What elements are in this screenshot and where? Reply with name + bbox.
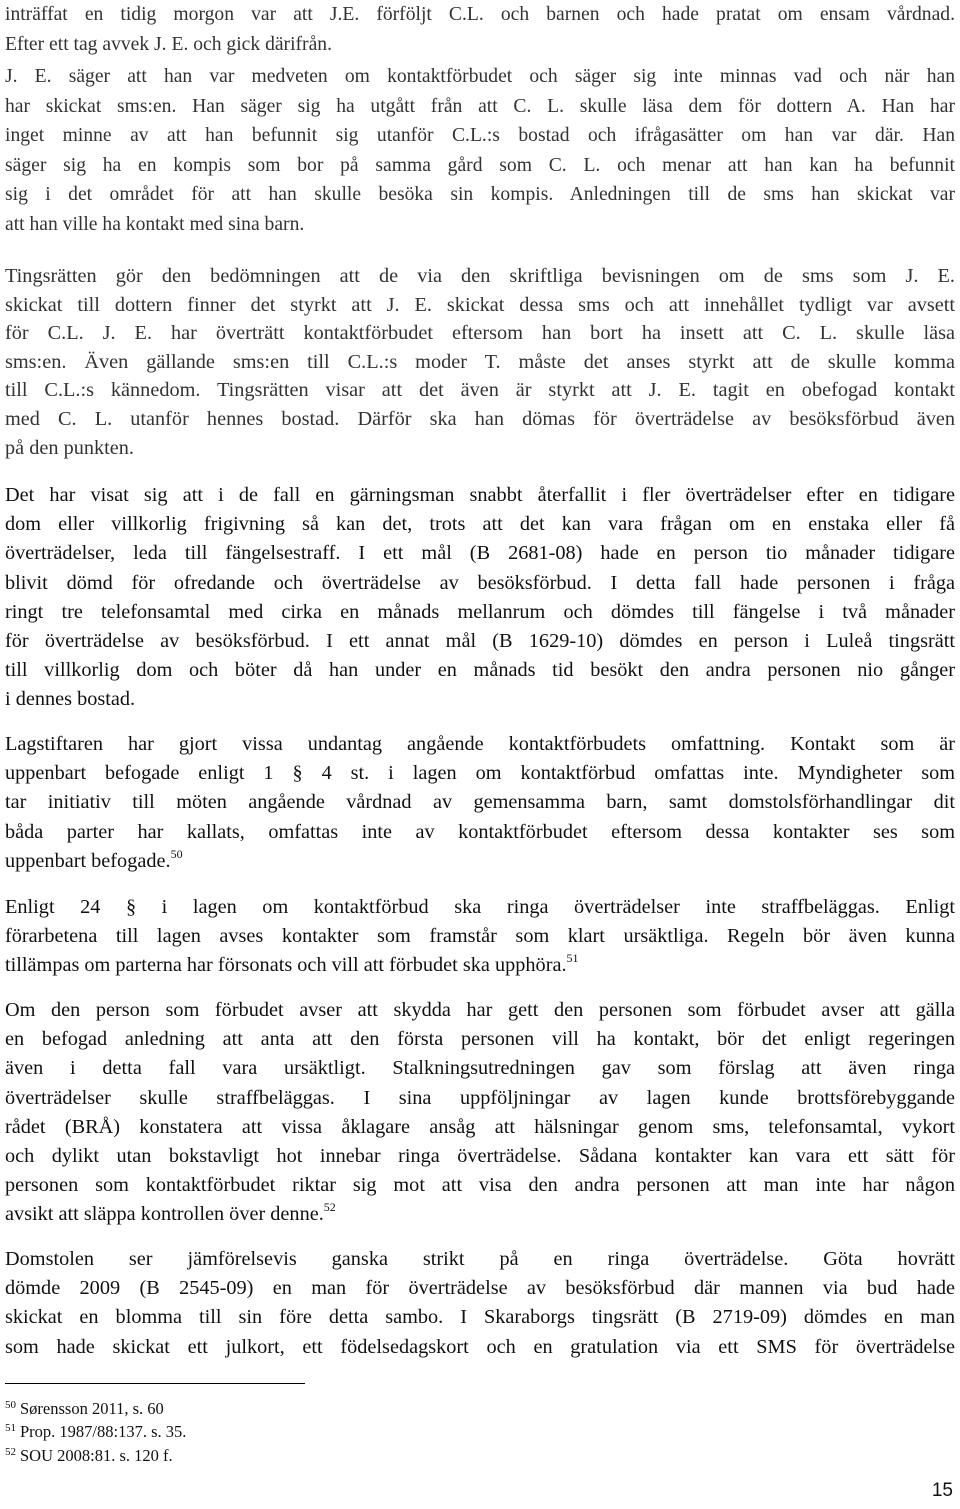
- text-line: till villkorlig dom och böter då han under en månads tid besökt den andra personen nio gånger: [5, 659, 955, 682]
- paragraph-1: [5, 0, 955, 59]
- text-line: ringt tre telefonsamtal med cirka en månads mellanrum och dömdes till fängelse i två månader: [5, 600, 955, 623]
- footnote-text: SOU 2008:81. s. 120 f.: [20, 1445, 173, 1465]
- paragraph-2: [5, 62, 955, 239]
- text-line: Tingsrätten gör den bedömningen att de via den skriftliga bevisningen om de sms som J. E.: [5, 265, 955, 287]
- text-line: att han ville ha kontakt med sina barn.: [5, 213, 305, 235]
- text-line-content: avsikt att släppa kontrollen över denne.: [5, 1203, 324, 1226]
- footnote-reference: 52: [323, 1200, 336, 1215]
- text-line: J. E. säger att han var medveten om kontaktförbudet och säger sig inte minnas vad och när han: [5, 66, 955, 87]
- text-line: för överträdelse av besöksförbud. I ett annat mål (B 1629-10) dömdes en person i Luleå tingsrätt: [5, 629, 955, 652]
- text-line: överträdelser, leda till fängelsestraff. I ett mål (B 2681-08) hade en person tio månader tidigare: [5, 542, 955, 565]
- text-line: båda parter har kallats, omfattas inte av kontaktförbudet eftersom dessa kontakter ses som: [5, 820, 955, 843]
- text-line: skickat en blomma till sin före detta sambo. I Skaraborgs tingsrätt (B 2719-09) dömdes en man: [5, 1306, 955, 1329]
- footnote-reference: 50: [170, 846, 183, 861]
- text-line: Lagstiftaren har gjort vissa undantag angående kontaktförbudets omfattning. Kontakt som är: [5, 733, 955, 755]
- text-line: Domstolen ser jämförelsevis ganska strikt på en ringa överträdelse. Göta hovrätt: [5, 1248, 955, 1270]
- text-line: i dennes bostad.: [5, 688, 136, 711]
- text-line-content: tillämpas om parterna har försonats och vill att förbudet ska upphöra.: [5, 954, 567, 977]
- text-line: Om den person som förbudet avser att skydda har gett den personen som förbudet avser att gälla: [5, 999, 955, 1021]
- paragraph-5: [5, 730, 955, 876]
- text-line: inträffat en tidig morgon var att J.E. förföljt C.L. och barnen och hade pratat om ensam vårdnad.: [5, 4, 955, 25]
- text-line: [5, 1200, 955, 1229]
- footnote: [5, 1397, 186, 1420]
- text-line: för C.L. J. E. har överträtt kontaktförbudet eftersom han bort ha insett att C. L. skulle läsa: [5, 322, 955, 345]
- text-line: tar initiativ till möten angående vårdnad av gemensamma barn, samt domstolsförhandlingar dit: [5, 791, 955, 814]
- footnotes: [5, 1397, 186, 1467]
- text-line: skickat till dottern finner det styrkt att J. E. skickat dessa sms och att innehållet tydligt var avsett: [5, 293, 955, 316]
- text-line: [5, 951, 955, 980]
- text-line: Efter ett tag avvek J. E. och gick därifrån.: [5, 33, 332, 55]
- footnote-text: Prop. 1987/88:137. s. 35.: [20, 1422, 187, 1442]
- paragraph-7: [5, 996, 955, 1230]
- text-line: uppenbart befogade enligt 1 § 4 st. i lagen om kontaktförbud omfattas inte. Myndigheter som: [5, 762, 955, 785]
- text-line: Enligt 24 § i lagen om kontaktförbud ska ringa överträdelser inte straffbeläggas. Enligt: [5, 896, 955, 918]
- text-line: personen som kontaktförbudet riktar sig mot att visa den andra personen att man inte har någon: [5, 1174, 955, 1197]
- text-line: även i detta fall vara ursäktligt. Stalkningsutredningen gav som förslag att även ringa: [5, 1057, 955, 1080]
- text-line: [5, 847, 955, 876]
- footnote: [5, 1444, 186, 1467]
- page-number: 15: [931, 1480, 953, 1501]
- text-line: som hade skickat ett julkort, ett födelsedagskort och en gratulation via ett SMS för överträdelse: [5, 1335, 955, 1358]
- text-line: och dylikt utan bokstavligt hot innebar ringa överträdelse. Sådana kontakter kan vara ett sätt för: [5, 1144, 955, 1167]
- text-line: rådet (BRÅ) konstatera att vissa åklagare ansåg att hälsningar genom sms, telefonsamtal, vykort: [5, 1115, 955, 1138]
- text-line: dom eller villkorlig frigivning så kan det, trots att det kan vara frågan om en enstaka eller få: [5, 513, 955, 536]
- text-line: dömde 2009 (B 2545-09) en man för överträdelse av besöksförbud där mannen via bud hade: [5, 1277, 955, 1300]
- text-line: till C.L.:s kännedom. Tingsrätten visar att det även är styrkt att J. E. tagit en obefogad kontakt: [5, 379, 955, 402]
- footnote-text: Sørensson 2011, s. 60: [20, 1399, 164, 1418]
- text-line: på den punkten.: [5, 436, 134, 459]
- paragraph-6: [5, 893, 955, 981]
- text-line: Det har visat sig att i de fall en gärningsman snabbt återfallit i fler överträdelser efter en tidigare: [5, 484, 955, 506]
- paragraph-8: [5, 1245, 955, 1362]
- footnote-number: 52: [5, 1445, 16, 1458]
- text-line: har skickat sms:en. Han säger sig ha utgått från att C. L. skulle läsa dem för dottern A. Han har: [5, 95, 955, 117]
- text-line: sms:en. Även gällande sms:en till C.L.:s moder T. måste det anses styrkt att de skulle komma: [5, 350, 955, 373]
- paragraph-3: [5, 262, 955, 462]
- footnote-number: 50: [5, 1399, 16, 1411]
- text-line: inget minne av att han befunnit sig utanför C.L.:s bostad och ifrågasätter om han var där. Han: [5, 125, 955, 146]
- text-line: en befogad anledning att anta att den första personen vill ha kontakt, bör det enligt regeringen: [5, 1028, 955, 1051]
- text-line-content: uppenbart befogade.: [5, 849, 171, 872]
- text-line: säger sig ha en kompis som bor på samma gård som C. L. och menar att han kan ha befunnit: [5, 154, 955, 176]
- footnote-reference: 51: [566, 951, 579, 966]
- text-line: överträdelser skulle straffbeläggas. I sina uppföljningar av lagen kunde brottsförebyggande: [5, 1086, 955, 1109]
- text-line: förarbetena till lagen avses kontakter som framstår som klart ursäktliga. Regeln bör även kunna: [5, 925, 955, 948]
- text-line: sig i det området för att han skulle besöka sin kompis. Anledningen till de sms han skickat var: [5, 184, 955, 205]
- footnote-separator: [5, 1383, 305, 1384]
- paragraph-4: [5, 481, 955, 715]
- text-line: blivit dömd för ofredande och överträdelse av besöksförbud. I detta fall hade personen i fråga: [5, 571, 955, 594]
- footnote-number: 51: [5, 1422, 16, 1435]
- text-line: med C. L. utanför hennes bostad. Därför ska han dömas för överträdelse av besöksförbud även: [5, 407, 955, 430]
- footnote: [5, 1420, 186, 1443]
